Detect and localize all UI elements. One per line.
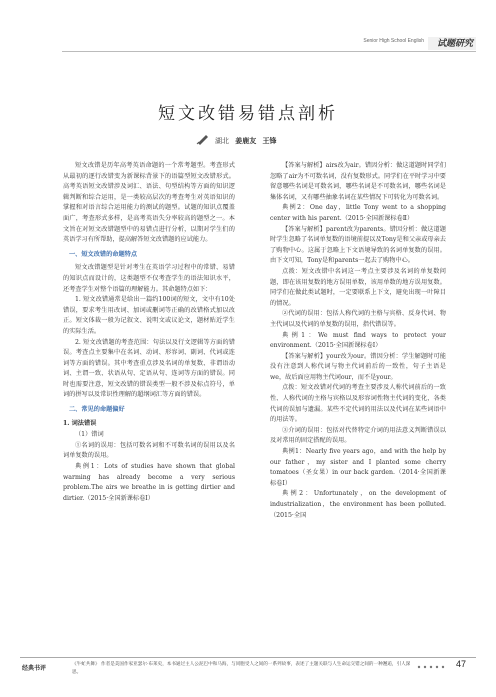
author-region: 湖北 [215,137,229,145]
paragraph: 点拨：短文改错中名词这一考点主要涉及名词的单复数问题，即在该用复数的地方误用单数，该用单数的地方误用复数。同学们在做此类试题时，一定要联系上下文，避免出现一叶障目的情况。 [270,267,446,307]
footer-tag: 经典书评 [22,665,47,672]
paragraph: 短文改错是历年高考英语命题的一个常考题型。考查形式从最初的逐行改错变为新课标背景下的语篇型短文改错形式。高考英语短文改错涉及词汇、语法、句型结构等方面的知识逻辑判断和综合运用，是一类较高层次的考查考生对英语知识的掌握和对语言综合运用能力的测试的题型。试题的知识点覆盖面广，考查形式多样，是高考英语失分率较高的题型之一。本文旨在对短文改错题型中的易错点进行分析，以期对学生们的英语学习有所帮助，提高解答短文改错题的应试能力。 [63,162,235,244]
paragraph: 典例1：Nearly five years ago，and with the help by our father，my sister and I planted some cherry tomatoes（圣女果）in our back garden.（2014·全国新课标卷Ⅰ） [270,448,446,487]
paragraph: 典例2：One day，little Tony went to a shopping center with his parent.（2015·全国新课标卷Ⅱ） [270,204,446,222]
header-logo-text: Senior High School English [363,38,424,44]
paragraph: 2. 短文改错题的考查范围：句法以及行文逻辑等方面的错误。考查点主要集中在名词、动词、形容词、副词、代词或连词等方面的错误。其中考查重点涉及名词的单复数、非谓语动词、主谓一致、状语从句、定语从句、连词等方面的错误。同时也需要注意，短文改错的错误类型一般不涉及标点符号，单词的拼写以及常识性理解的超纲词汇等方面的错误。 [63,338,235,399]
paragraph: 【答案与解析】parent改为parents。错因分析：做这道题时学生忽略了名词单复数的语境前提以及Tony是和父亲或母亲去了购物中心。这属于忽略上下文语境导致的名词单复数的误用。由下文可知，Tony是和parents一起去了购物中心。 [270,225,446,265]
paragraph: ②代词的误用：包括人称代词的主格与宾格、反身代词、物主代词以及代词的单复数的误用，指代错误等。 [270,310,446,328]
paragraph: ①名词的误用：包括可数名词和不可数名词的误用以及名词单复数的误用。 [63,441,235,460]
paragraph: 典例1：We must find ways to protect your environment.（2015·全国新课标卷Ⅰ） [270,331,446,350]
author-name: 王锋 [262,136,277,145]
paragraph: ③介词的误用：包括对代替特定介词的用法意义判断错误以及对常用的固定搭配的误用。 [270,426,446,445]
article-title: 短文改错易错点剖析 [158,104,338,124]
author-name: 姜鹿友 [235,136,257,145]
paragraph: 短文改错题型是针对考生在英语学习过程中的常错、易错的知识点而设计的，这类题型不仅考查学生的语法知识水平，还考查学生对整个语篇的理解能力。其命题特点如下： [63,264,235,293]
paragraph: 典例1：Lots of studies have shown that global warming has already become a very serious problem.The airs we breathe in is getting dirtier and dirtier.（2015·全国新课标卷Ⅰ） [63,463,235,502]
author-line [215,136,276,146]
left-column [63,161,235,504]
footer-text: 《牛虻共舞》 作者是美国作家亚瑟尔·布莱史，本书通过主人公泥巴中和马海，与同胞受人之间的一系列故事，表述了主题关联与人生命运交错之间的一种邂逅，引人深思。 [72,662,411,675]
section-heading: 一、短文改错的命题特点 [69,250,138,258]
footer-rule [20,657,476,658]
paragraph: （1）错词 [75,431,104,439]
paragraph: 【答案与解析】airs改为air。错因分析：做这道题时同学们忽略了air为不可数名词，没有复数形式。同学们在平时学习中要留意哪些名词是可数名词，哪些名词是不可数名词，哪些名词是集体名词，又有哪些抽象名词在某些情况下可转化为可数名词。 [270,162,446,201]
paragraph: 点拨：短文改错对代词的考查主要涉及人称代词前后的一致性、人称代词的主格与宾格以及形容词性物主代词的变化，各类代词的误加与遗漏。某些不定代词的用法以及代词在某些词语中的用法等。 [270,384,446,424]
page-number: 47 [455,659,466,669]
section-heading: 1. 词法错误 [63,419,97,427]
pen-icon [196,133,210,145]
paragraph: 【答案与解析】your改为our。错因分析：学生解题时可能没有注意到人称代词与物主代词前后的一致性，句子主语是we，故后面应用物主代词our，而不是your。 [270,352,446,381]
decorative-dots-icon [416,665,446,669]
header-rule [62,51,476,52]
section-label: 试题研究 [428,37,476,50]
paragraph: 1. 短文改错通常是给出一篇约100词的短文，文中有10处错误，要求考生用改词、加词或删词等正确的改错格式加以改正。短文体裁一般为记叙文、说明文或议论文，题材贴近学生的实际生活。 [63,296,235,335]
right-column [270,161,446,521]
section-heading: 二、常见的命题偏好 [69,406,125,414]
paragraph: 典例2：Unfortunately，on the development of industrialization，the environment has been polluted.（2015·全国 [270,490,446,519]
